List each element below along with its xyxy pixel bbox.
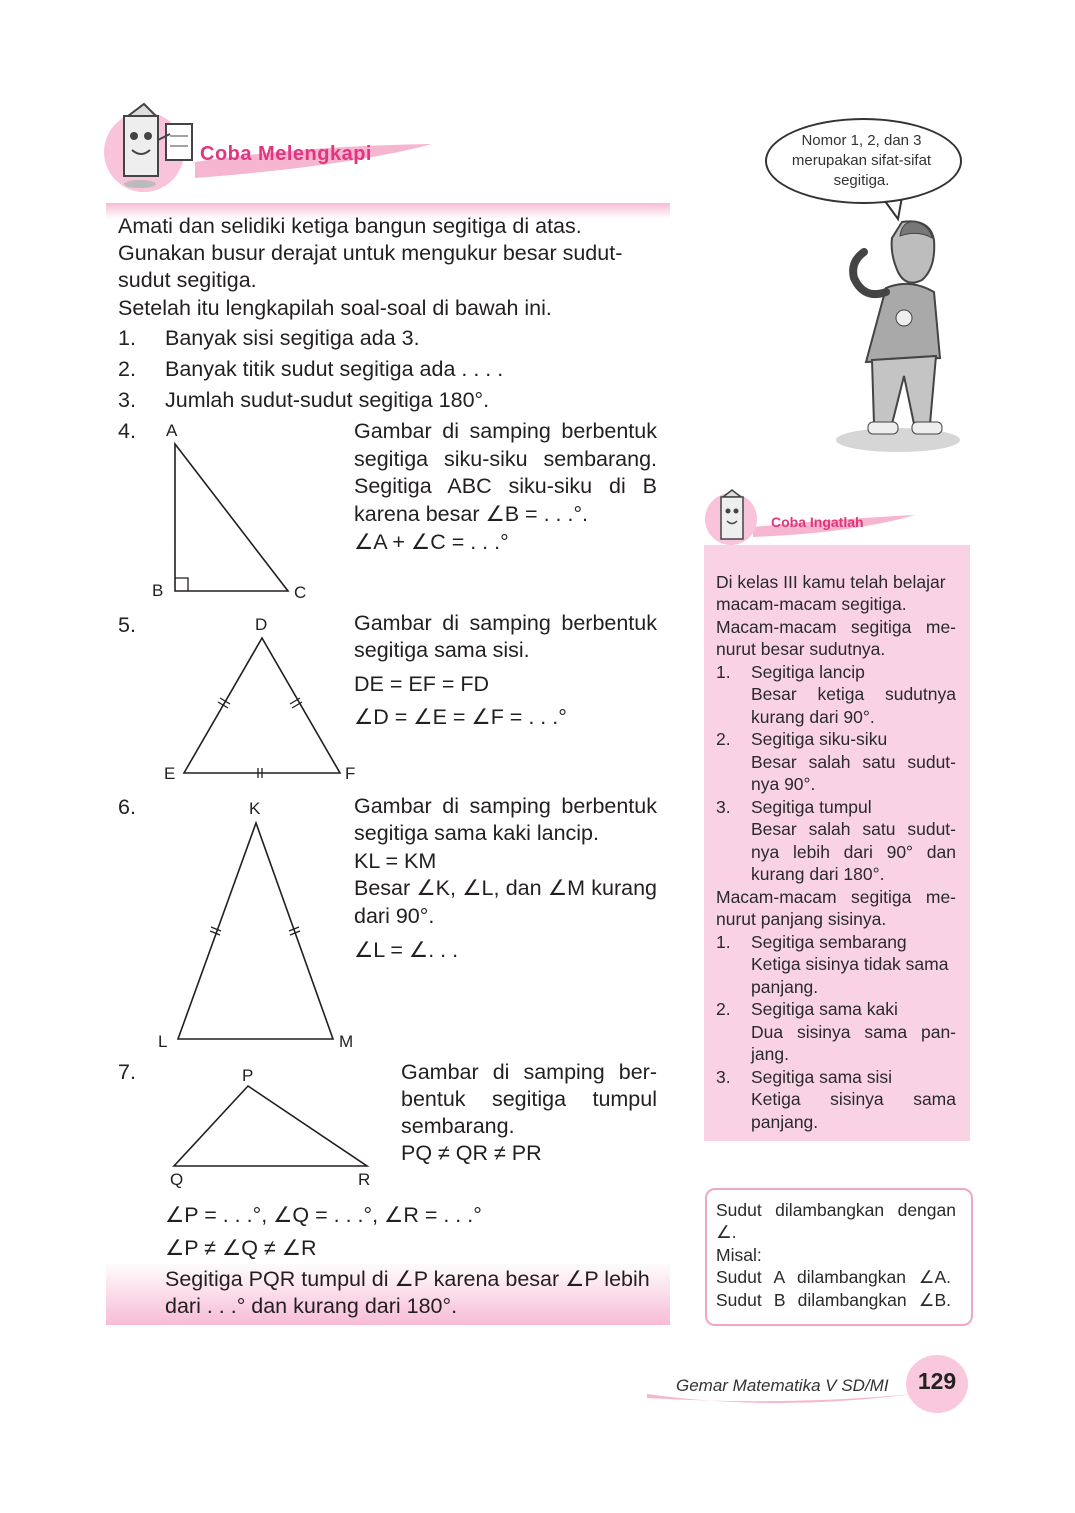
item4-line: karena besar ∠B = . . .°. xyxy=(354,502,589,526)
angle-type-desc: nya lebih dari 90° dan xyxy=(751,842,956,862)
item-number: 4. xyxy=(118,419,136,443)
angle-type-number: 3. xyxy=(716,797,731,817)
item5-line: Gambar di samping berbentuk xyxy=(354,611,657,635)
angle-type-title: Segitiga tumpul xyxy=(751,797,872,817)
angle-type-desc: Besar salah satu sudut- xyxy=(751,819,956,839)
intro-line: Amati dan selidiki ketiga bangun segitiga di atas. xyxy=(118,214,582,238)
vertex-label-p: P xyxy=(242,1066,254,1085)
isosceles-triangle-klm xyxy=(170,815,345,1045)
side-type-desc: Dua sisinya sama pan- xyxy=(751,1022,956,1042)
vertex-label-c: C xyxy=(294,583,307,602)
item7-answer-line: ∠P ≠ ∠Q ≠ ∠R xyxy=(165,1236,317,1260)
bubble-line: Nomor 1, 2, dan 3 xyxy=(801,132,922,149)
speech-bubble-text xyxy=(775,131,948,191)
note-line: Sudut B dilambangkan ∠B. xyxy=(716,1290,951,1310)
item-number: 7. xyxy=(118,1060,136,1084)
item-number: 5. xyxy=(118,613,136,637)
page-number: 129 xyxy=(917,1368,957,1394)
side-type-desc: jang. xyxy=(751,1044,789,1064)
side-type-number: 2. xyxy=(716,999,731,1019)
item-number: 3. xyxy=(118,388,136,412)
side-type-title: Segitiga sama kaki xyxy=(751,999,898,1019)
mascot-icon xyxy=(124,104,192,188)
item-number: 2. xyxy=(118,357,136,381)
item7-line: PQ ≠ QR ≠ PR xyxy=(401,1141,542,1165)
bubble-line: merupakan sifat-sifat xyxy=(791,152,932,169)
note-line: Sudut dilambangkan dengan xyxy=(716,1200,956,1220)
item7-answer-line: Segitiga PQR tumpul di ∠P karena besar ∠P lebih xyxy=(165,1267,650,1291)
item7-line: bentuk segitiga tumpul xyxy=(401,1087,657,1111)
vertex-label-l: L xyxy=(158,1032,168,1051)
book-title: Gemar Matematika V SD/MI xyxy=(676,1376,889,1395)
item7-line: Gambar di samping ber- xyxy=(401,1060,657,1084)
ingatlah-line: nurut besar sudutnya. xyxy=(716,639,886,659)
item-text: Banyak sisi segitiga ada 3. xyxy=(165,326,420,350)
ingatlah-line: nurut panjang sisinya. xyxy=(716,909,887,929)
item5-line: segitiga sama sisi. xyxy=(354,638,530,662)
angle-type-title: Segitiga siku-siku xyxy=(751,729,888,749)
ingatlah-line: Di kelas III kamu telah belajar xyxy=(716,572,946,592)
bubble-line: segitiga. xyxy=(833,172,890,189)
equilateral-triangle-def xyxy=(170,630,360,780)
item-text: Jumlah sudut-sudut segitiga 180°. xyxy=(165,388,490,412)
intro-line: sudut segitiga. xyxy=(118,268,257,292)
note-line: ∠. xyxy=(716,1222,737,1242)
vertex-label-a: A xyxy=(166,421,178,440)
ingatlah-line: macam-macam segitiga. xyxy=(716,594,907,614)
item5-line: ∠D = ∠E = ∠F = . . .° xyxy=(354,705,567,729)
item-number: 1. xyxy=(118,326,136,350)
vertex-label-r: R xyxy=(358,1170,371,1189)
vertex-label-m: M xyxy=(339,1032,354,1051)
side-type-desc: panjang. xyxy=(751,1112,819,1132)
item6-line: Gambar di samping berbentuk xyxy=(354,794,657,818)
vertex-label-b: B xyxy=(152,581,164,600)
side-type-desc: Ketiga sisinya tidak sama xyxy=(751,954,949,974)
item7-answer-line: dari . . .° dan kurang dari 180°. xyxy=(165,1294,458,1318)
side-type-number: 1. xyxy=(716,932,731,952)
side-type-desc: panjang. xyxy=(751,977,819,997)
item4-line: ∠A + ∠C = . . .° xyxy=(354,530,509,554)
item7-line: sembarang. xyxy=(401,1114,515,1138)
angle-type-desc: Besar salah satu sudut- xyxy=(751,752,956,772)
item7-answer-line: ∠P = . . .°, ∠Q = . . .°, ∠R = . . .° xyxy=(165,1203,482,1227)
ingatlah-line: Macam-macam segitiga me- xyxy=(716,617,956,637)
side-type-title: Segitiga sembarang xyxy=(751,932,907,952)
section-title: Coba Melengkapi xyxy=(200,143,372,165)
side-type-title: Segitiga sama sisi xyxy=(751,1067,893,1087)
vertex-label-f: F xyxy=(345,764,356,783)
angle-type-desc: kurang dari 90°. xyxy=(751,707,875,727)
vertex-label-q: Q xyxy=(170,1170,184,1189)
angle-type-title: Segitiga lancip xyxy=(751,662,865,682)
item5-line: DE = EF = FD xyxy=(354,672,490,696)
note-line: Sudut A dilambangkan ∠A. xyxy=(716,1267,951,1287)
mascot-icon xyxy=(721,490,743,539)
intro-line: Gunakan busur derajat untuk mengukur besar sudut- xyxy=(118,241,623,265)
item6-line: KL = KM xyxy=(354,849,437,873)
vertex-label-d: D xyxy=(255,615,268,634)
angle-type-number: 1. xyxy=(716,662,731,682)
vertex-label-k: K xyxy=(249,799,261,818)
item6-line: ∠L = ∠. . . xyxy=(354,938,459,962)
item6-line: dari 90°. xyxy=(354,904,435,928)
item6-line: Besar ∠K, ∠L, dan ∠M kurang xyxy=(354,876,657,900)
side-type-number: 3. xyxy=(716,1067,731,1087)
angle-type-number: 2. xyxy=(716,729,731,749)
vertex-label-e: E xyxy=(164,764,176,783)
angle-type-desc: kurang dari 180°. xyxy=(751,864,885,884)
boy-character-icon xyxy=(830,218,970,458)
obtuse-triangle-pqr xyxy=(165,1078,380,1173)
item4-line: segitiga siku-siku sembarang. xyxy=(354,447,657,471)
item-number: 6. xyxy=(118,795,136,819)
item4-line: Segitiga ABC siku-siku di B xyxy=(354,474,657,498)
angle-type-desc: Besar ketiga sudutnya xyxy=(751,684,956,704)
note-line: Misal: xyxy=(716,1245,762,1265)
intro-line: Setelah itu lengkapilah soal-soal di bawah ini. xyxy=(118,296,552,320)
angle-type-desc: nya 90°. xyxy=(751,774,816,794)
item4-line: Gambar di samping berbentuk xyxy=(354,419,657,443)
item6-line: segitiga sama kaki lancip. xyxy=(354,821,599,845)
ingatlah-title: Coba Ingatlah xyxy=(771,514,864,530)
item-text: Banyak titik sudut segitiga ada . . . . xyxy=(165,357,504,381)
ingatlah-line: Macam-macam segitiga me- xyxy=(716,887,956,907)
side-type-desc: Ketiga sisinya sama xyxy=(751,1089,956,1109)
